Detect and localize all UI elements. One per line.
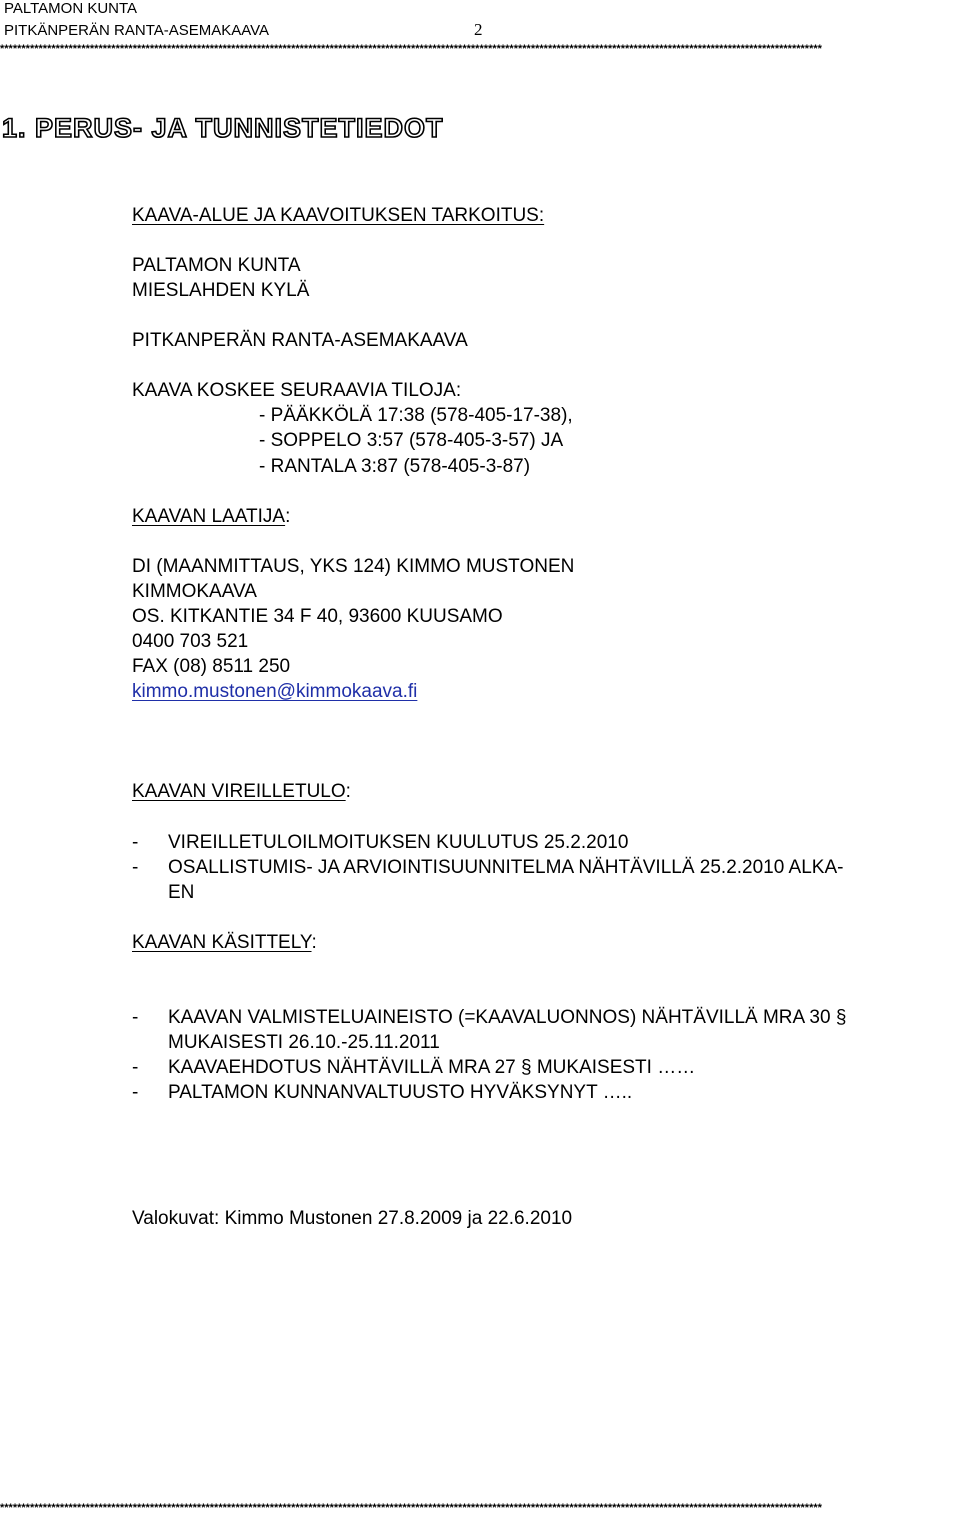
- list-bullet: -: [132, 1082, 139, 1103]
- estate-item: - PÄÄKKÖLÄ 17:38 (578-405-17-38),: [259, 405, 573, 426]
- municipality: PALTAMON KUNTA: [132, 255, 301, 276]
- section-title: 1. PERUS- JA TUNNISTETIEDOT: [2, 113, 444, 143]
- vireilletulo-heading-row: [132, 781, 351, 803]
- list-bullet: -: [132, 1057, 139, 1078]
- author-line: 0400 703 521: [132, 631, 249, 652]
- kasittely-heading-row: [132, 932, 317, 954]
- estate-item: - RANTALA 3:87 (578-405-3-87): [259, 456, 531, 477]
- list-bullet: -: [132, 1007, 139, 1028]
- kasittely-item: KAAVAEHDOTUS NÄHTÄVILLÄ MRA 27 § MUKAISESTI ……: [168, 1057, 696, 1078]
- plan-name: PITKANPERÄN RANTA-ASEMAKAAVA: [132, 330, 468, 351]
- vireilletulo-colon: :: [345, 781, 351, 802]
- vireilletulo-continuation: EN: [168, 882, 195, 903]
- vireilletulo-item: OSALLISTUMIS- JA ARVIOINTISUUNNITELMA NÄHTÄVILLÄ 25.2.2010 ALKA-: [168, 857, 844, 878]
- header-municipality: PALTAMON KUNTA: [4, 0, 138, 17]
- author-line: KIMMOKAAVA: [132, 581, 257, 602]
- list-bullet: -: [132, 857, 139, 878]
- email-link[interactable]: kimmo.mustonen@kimmokaava.fi: [132, 681, 418, 702]
- village: MIESLAHDEN KYLÄ: [132, 280, 310, 301]
- list-bullet: -: [132, 832, 139, 853]
- photo-credits: Valokuvat: Kimmo Mustonen 27.8.2009 ja 22.6.2010: [132, 1208, 573, 1229]
- vireilletulo-item: VIREILLETULOILMOITUKSEN KUULUTUS 25.2.2010: [168, 832, 629, 853]
- page-number: 2: [474, 20, 483, 39]
- kasittely-item: PALTAMON KUNNANVALTUUSTO HYVÄKSYNYT …..: [168, 1082, 633, 1103]
- kasittely-item-continuation: MUKAISESTI 26.10.-25.11.2011: [168, 1032, 440, 1053]
- header-plan-name: PITKÄNPERÄN RANTA-ASEMAKAAVA: [4, 22, 270, 39]
- header-divider: ************************************************************************************************************************************************************************************************: [0, 43, 822, 55]
- laatija-heading: KAAVAN LAATIJA: [132, 506, 286, 527]
- footer-divider: ************************************************************************************************************************************************************************************************: [0, 1502, 822, 1514]
- laatija-colon: :: [285, 506, 291, 527]
- kasittely-item: KAAVAN VALMISTELUAINEISTO (=KAAVALUONNOS) NÄHTÄVILLÄ MRA 30 §: [168, 1007, 847, 1028]
- vireilletulo-heading: KAAVAN VIREILLETULO: [132, 781, 346, 802]
- author-line: DI (MAANMITTAUS, YKS 124) KIMMO MUSTONEN: [132, 556, 575, 577]
- estate-item: - SOPPELO 3:57 (578-405-3-57) JA: [259, 430, 564, 451]
- author-line: OS. KITKANTIE 34 F 40, 93600 KUUSAMO: [132, 606, 503, 627]
- kaava-alue-heading: KAAVA-ALUE JA KAAVOITUKSEN TARKOITUS:: [132, 205, 545, 226]
- author-line: FAX (08) 8511 250: [132, 656, 291, 677]
- laatija-heading-row: [132, 506, 290, 528]
- estates-intro: KAAVA KOSKEE SEURAAVIA TILOJA:: [132, 380, 462, 401]
- kasittely-heading: KAAVAN KÄSITTELY: [132, 932, 312, 953]
- kasittely-colon: :: [311, 932, 317, 953]
